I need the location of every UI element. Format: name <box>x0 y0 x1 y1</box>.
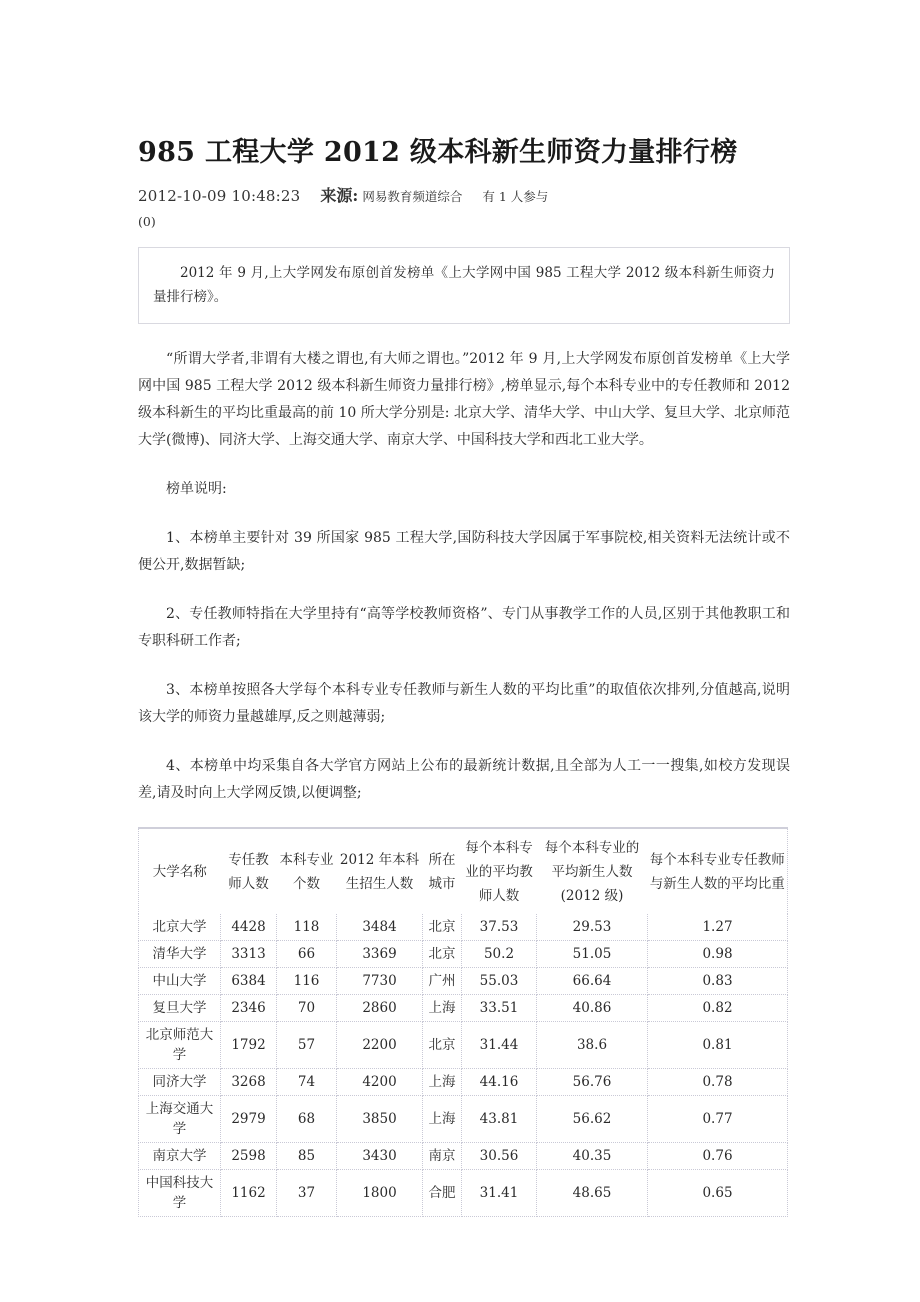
table-cell: 0.98 <box>648 941 788 968</box>
table-cell: 1.27 <box>648 914 788 941</box>
column-header-avg-teachers: 每个本科专业的平均教师人数 <box>465 839 533 904</box>
table-cell: 38.6 <box>537 1022 648 1069</box>
table-row <box>139 914 788 941</box>
table-cell: 0.78 <box>648 1069 788 1096</box>
table-cell: 29.53 <box>537 914 648 941</box>
source-name[interactable]: 网易教育频道综合 <box>362 189 463 204</box>
table-cell: 1792 <box>221 1022 277 1069</box>
body-paragraph-1: “所谓大学者,非谓有大楼之谓也,有大师之谓也。”2012 年 9 月,上大学网发布原创首发榜单《上大学网中国 985 工程大学 2012 级本科新生师资力量排行榜》,榜单显示,每个本科专业中的专任教师和 2012 级本科新生的平均比重最高的前 10 所大学分别是: 北京大学、清华大学、中山大学、复旦大学、北京师范大学(微博)、同济大学、上海交通大学、南京大学、中国科技大学和西北工业大学。 <box>138 351 790 448</box>
table-cell: 1800 <box>337 1170 423 1217</box>
cell-university-name: 中山大学 <box>139 968 221 995</box>
table-cell: 55.03 <box>462 968 537 995</box>
table-cell: 66 <box>277 941 337 968</box>
table-cell: 44.16 <box>462 1069 537 1096</box>
column-header-faculty-count: 专任教师人数 <box>228 851 269 892</box>
participant-count[interactable]: 有 1 人参与 <box>482 189 549 204</box>
cell-university-name: 中国科技大学 <box>139 1170 221 1217</box>
table-cell: 6384 <box>221 968 277 995</box>
table-cell: 68 <box>277 1096 337 1143</box>
table-cell: 广州 <box>423 968 462 995</box>
table-cell: 48.65 <box>537 1170 648 1217</box>
table-cell: 0.83 <box>648 968 788 995</box>
table-cell: 0.82 <box>648 995 788 1022</box>
table-cell: 3369 <box>337 941 423 968</box>
table-cell: 74 <box>277 1069 337 1096</box>
cell-university-name: 北京师范大学 <box>139 1022 221 1069</box>
cell-university-name: 南京大学 <box>139 1143 221 1170</box>
table-cell: 37.53 <box>462 914 537 941</box>
table-header-row <box>139 828 788 914</box>
cell-university-name: 清华大学 <box>139 941 221 968</box>
comment-count-line <box>138 211 790 233</box>
table-cell: 51.05 <box>537 941 648 968</box>
table-cell: 上海 <box>423 1096 462 1143</box>
table-cell: 上海 <box>423 1069 462 1096</box>
cell-university-name: 复旦大学 <box>139 995 221 1022</box>
table-cell: 2598 <box>221 1143 277 1170</box>
source-label: 来源: <box>320 186 359 205</box>
table-cell: 北京 <box>423 1022 462 1069</box>
table-row <box>139 1096 788 1143</box>
summary-text: 2012 年 9 月,上大学网发布原创首发榜单《上大学网中国 985 工程大学 2012 级本科新生师资力量排行榜》。 <box>153 265 775 305</box>
table-cell: 40.86 <box>537 995 648 1022</box>
table-cell: 7730 <box>337 968 423 995</box>
table-row <box>139 968 788 995</box>
body-paragraph-4: 2、专任教师特指在大学里持有“高等学校教师资格”、专门从事教学工作的人员,区别于其他教职工和专职科研工作者; <box>138 606 790 649</box>
article-summary-box <box>138 247 790 324</box>
cell-university-name: 北京大学 <box>139 914 221 941</box>
table-cell: 2200 <box>337 1022 423 1069</box>
article-content <box>138 0 790 1217</box>
table-cell: 56.62 <box>537 1096 648 1143</box>
table-cell: 4428 <box>221 914 277 941</box>
table-cell: 43.81 <box>462 1096 537 1143</box>
table-row <box>139 1170 788 1217</box>
table-cell: 57 <box>277 1022 337 1069</box>
table-cell: 南京 <box>423 1143 462 1170</box>
table-cell: 北京 <box>423 941 462 968</box>
table-row <box>139 1143 788 1170</box>
body-paragraph-2: 榜单说明: <box>166 481 227 497</box>
cell-university-name: 上海交通大学 <box>139 1096 221 1143</box>
table-cell: 3313 <box>221 941 277 968</box>
column-header-enrollment: 2012 年本科生招生人数 <box>339 851 420 892</box>
table-cell: 31.41 <box>462 1170 537 1217</box>
table-row <box>139 1069 788 1096</box>
table-row <box>139 995 788 1022</box>
table-cell: 0.81 <box>648 1022 788 1069</box>
table-cell: 合肥 <box>423 1170 462 1217</box>
table-cell: 37 <box>277 1170 337 1217</box>
table-cell: 85 <box>277 1143 337 1170</box>
table-cell: 2979 <box>221 1096 277 1143</box>
body-paragraph-5: 3、本榜单按照各大学每个本科专业专任教师与新生人数的平均比重”的取值依次排列,分值越高,说明该大学的师资力量越雄厚,反之则越薄弱; <box>138 682 790 725</box>
table-cell: 上海 <box>423 995 462 1022</box>
table-row <box>139 941 788 968</box>
table-cell: 118 <box>277 914 337 941</box>
table-cell: 33.51 <box>462 995 537 1022</box>
table-row <box>139 1022 788 1069</box>
table-cell: 3484 <box>337 914 423 941</box>
table-cell: 3430 <box>337 1143 423 1170</box>
table-header <box>139 828 788 914</box>
table-cell: 2346 <box>221 995 277 1022</box>
table-cell: 56.76 <box>537 1069 648 1096</box>
table-cell: 31.44 <box>462 1022 537 1069</box>
comment-count[interactable]: (0) <box>138 214 156 229</box>
column-header-city: 所在城市 <box>428 851 456 892</box>
column-header-major-count: 本科专业个数 <box>279 851 334 892</box>
column-header-avg-freshmen: 每个本科专业的平均新生人数(2012 级) <box>544 839 640 904</box>
table-cell: 40.35 <box>537 1143 648 1170</box>
table-cell: 0.76 <box>648 1143 788 1170</box>
table-cell: 116 <box>277 968 337 995</box>
table-cell: 2860 <box>337 995 423 1022</box>
table-cell: 3850 <box>337 1096 423 1143</box>
table-cell: 北京 <box>423 914 462 941</box>
table-cell: 66.64 <box>537 968 648 995</box>
table-cell: 30.56 <box>462 1143 537 1170</box>
table-cell: 70 <box>277 995 337 1022</box>
column-header-avg-ratio: 每个本科专业专任教师与新生人数的平均比重 <box>648 828 788 914</box>
body-paragraph-6: 4、本榜单中均采集自各大学官方网站上公布的最新统计数据,且全部为人工一一搜集,如校方发现误差,请及时向上大学网反馈,以便调整; <box>138 758 790 801</box>
table-cell: 4200 <box>337 1069 423 1096</box>
body-paragraph-3: 1、本榜单主要针对 39 所国家 985 工程大学,国防科技大学因属于军事院校,相关资料无法统计或不便公开,数据暂缺; <box>138 530 790 573</box>
column-header-university: 大学名称 <box>139 828 221 914</box>
table-cell: 0.77 <box>648 1096 788 1143</box>
page-title: 985 工程大学 2012 级本科新生师资力量排行榜 <box>138 137 738 168</box>
table-cell: 50.2 <box>462 941 537 968</box>
ranking-table <box>138 827 788 1217</box>
table-cell: 0.65 <box>648 1170 788 1217</box>
cell-university-name: 同济大学 <box>139 1069 221 1096</box>
table-cell: 3268 <box>221 1069 277 1096</box>
table-body <box>139 914 788 1217</box>
table-cell: 1162 <box>221 1170 277 1217</box>
ranking-table-container <box>138 827 790 1217</box>
article-meta <box>138 184 790 209</box>
publish-date: 2012-10-09 10:48:23 <box>138 187 301 205</box>
